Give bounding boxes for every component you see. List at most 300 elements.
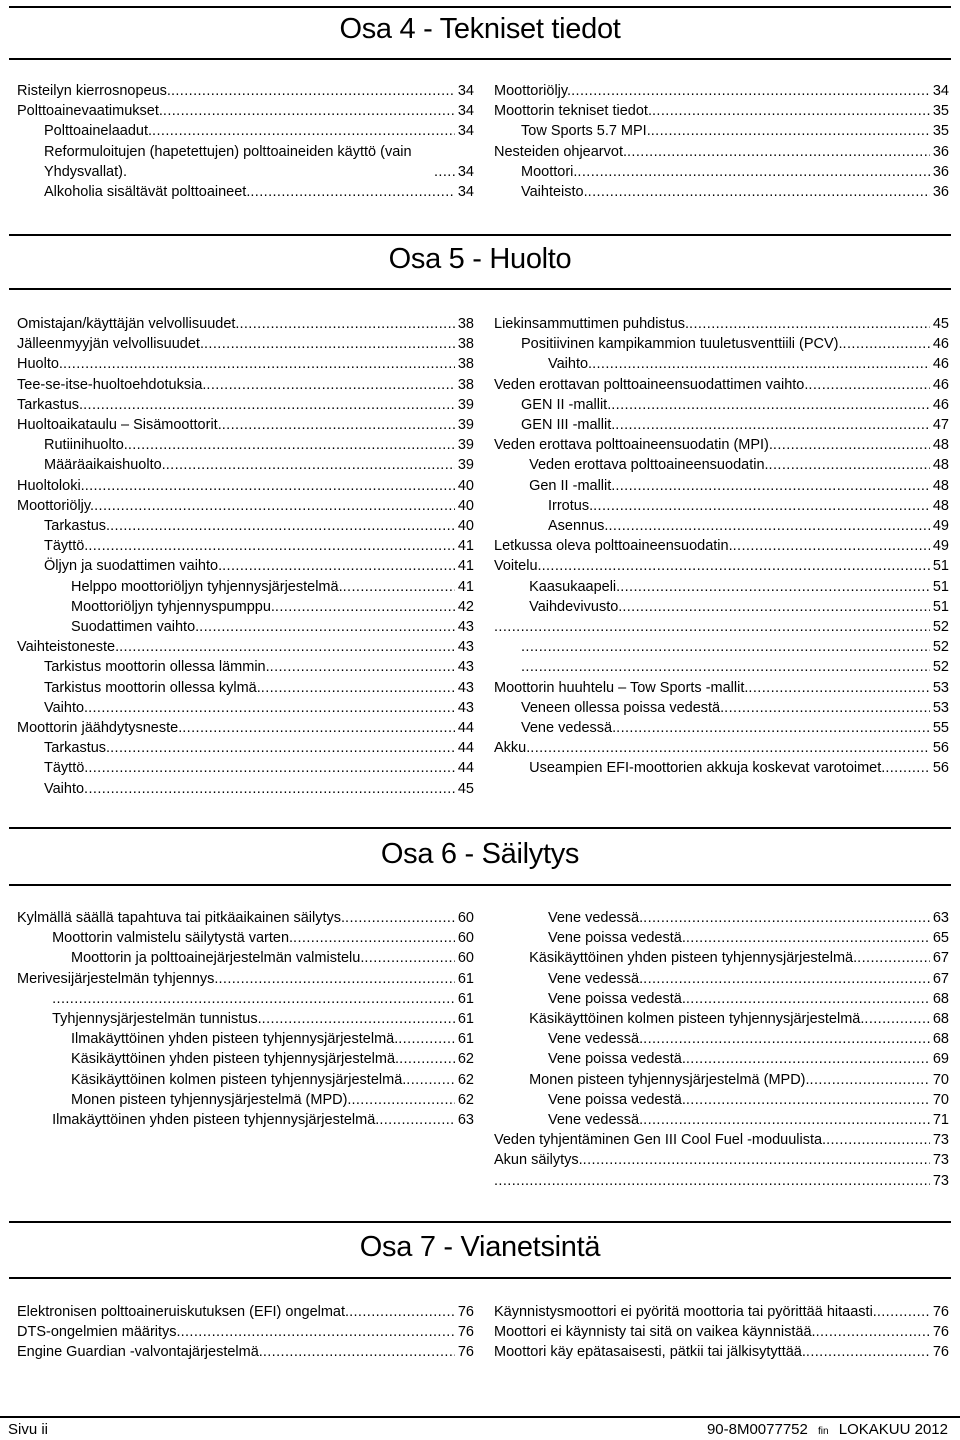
dot-leader <box>261 678 455 698</box>
toc-entry[interactable] <box>494 435 949 455</box>
toc-entry[interactable] <box>494 1110 949 1130</box>
toc-entry[interactable] <box>494 908 949 928</box>
toc-entry-title: Irrotus. <box>548 497 594 514</box>
toc-entry[interactable] <box>17 476 474 496</box>
toc-entry-page: 61 <box>457 970 474 987</box>
toc-entry-title: Käynnistysmoottori ei pyöritä moottoria tai pyörittää hitaasti. <box>494 1304 877 1320</box>
toc-entry-page: 42 <box>457 598 474 615</box>
toc-entry[interactable] <box>17 698 474 718</box>
toc-entry-page: 40 <box>457 518 474 535</box>
toc-entry[interactable] <box>17 81 474 101</box>
dot-leader <box>88 698 455 718</box>
toc-entry-title: Veden erottavan polttoaineensuodattimen vaihto. <box>494 376 809 393</box>
toc-entry[interactable] <box>17 1322 474 1342</box>
toc-entry-page: 69 <box>932 1051 949 1068</box>
toc-column-right <box>494 1302 949 1363</box>
toc-entry[interactable] <box>17 142 474 182</box>
dot-leader <box>521 637 930 657</box>
toc-entry-page: 40 <box>457 497 474 514</box>
toc-entry-title: Risteilyn kierrosnopeus. <box>17 83 171 99</box>
toc-entry[interactable] <box>17 738 474 758</box>
section-title-osa-5: Osa 5 - Huolto <box>388 243 572 275</box>
toc-entry[interactable] <box>17 1342 474 1362</box>
toc-entry[interactable] <box>494 455 949 475</box>
section-rule <box>9 234 951 236</box>
dot-leader <box>379 1110 455 1130</box>
toc-entry[interactable] <box>17 969 474 989</box>
dot-leader <box>686 989 930 1009</box>
toc-entry-page: 68 <box>932 990 949 1007</box>
toc-entry-page: 43 <box>457 619 474 636</box>
toc-entry-title: Tarkastus. <box>17 396 84 413</box>
toc-entry[interactable] <box>494 1322 949 1342</box>
toc-entry-page: 73 <box>932 1172 949 1189</box>
toc-entry[interactable] <box>494 182 949 202</box>
section-title-osa-7: Osa 7 - Vianetsintä <box>359 1231 601 1263</box>
toc-entry[interactable] <box>17 577 474 597</box>
toc-entry-title: Vene vedessä. <box>548 910 644 926</box>
toc-entry-page: 63 <box>932 910 949 926</box>
toc-entry[interactable] <box>494 142 949 162</box>
doc-info <box>707 1421 948 1438</box>
toc-entry[interactable] <box>17 779 474 799</box>
toc-entry-title: Ilmakäyttöinen yhden pisteen tyhjennysjärjestelmä. <box>52 1112 380 1129</box>
dot-leader <box>542 556 930 576</box>
dot-leader <box>521 657 930 677</box>
toc-entry-title: GEN III -mallit. <box>521 417 616 434</box>
toc-entry-page: 49 <box>932 538 949 555</box>
dot-leader <box>864 1009 929 1029</box>
toc-entry-page: 62 <box>457 1051 474 1068</box>
toc-entry-page: 55 <box>932 720 949 737</box>
toc-entry[interactable] <box>494 948 949 968</box>
toc-entry-title: Vaihteisto. <box>521 184 588 201</box>
toc-entry-title: Polttoainelaadut. <box>44 123 153 140</box>
toc-entry-page: 76 <box>457 1324 474 1341</box>
toc-entry-title: Reformuloitujen (hapetettujen) polttoaineiden käyttö (vain Yhdysvallat). <box>44 143 412 180</box>
dot-leader <box>627 142 930 162</box>
toc-entry-title: Moottoriöljy. <box>494 83 572 99</box>
toc-entry-page: 71 <box>932 1112 949 1129</box>
dot-leader <box>88 536 455 556</box>
toc-entry[interactable] <box>494 1029 949 1049</box>
toc-entry[interactable] <box>17 101 474 121</box>
dot-leader <box>806 1342 930 1362</box>
dot-leader <box>171 81 455 101</box>
toc-entry-page: 43 <box>457 699 474 716</box>
toc-entry-page: 41 <box>457 558 474 575</box>
toc-entry[interactable] <box>494 121 949 141</box>
toc-entry[interactable] <box>494 162 949 182</box>
toc-entry-page: 60 <box>457 950 474 967</box>
toc-entry[interactable] <box>17 354 474 374</box>
section-rule <box>9 1221 951 1223</box>
toc-entry-title: Rutiinihuolto. <box>44 437 128 454</box>
toc-entry-title: Tee-se-itse-huoltoehdotuksia. <box>17 376 207 393</box>
toc-entry-title: Positiivinen kampikammion tuuletusventtiili (PCV). <box>521 336 843 353</box>
toc-entry-page: 34 <box>457 184 474 201</box>
toc-entry[interactable] <box>494 476 949 496</box>
page-number: Sivu ii <box>8 1421 49 1438</box>
toc-entry[interactable] <box>17 989 474 1009</box>
toc-entry[interactable] <box>494 617 949 637</box>
toc-entry[interactable] <box>17 1070 474 1090</box>
toc-entry-title: Veden erottava polttoaineensuodatin (MPI). <box>494 437 773 454</box>
toc-entry-title: Moottoriöljy. <box>17 497 95 514</box>
toc-entry[interactable] <box>494 597 949 617</box>
toc-entry[interactable] <box>17 1029 474 1049</box>
dot-leader <box>152 121 455 141</box>
toc-entry-title: Moottori ei käynnisty tai sitä on vaikea käynnistää. <box>494 1324 816 1341</box>
dot-leader <box>181 1322 455 1342</box>
dot-leader <box>250 182 455 202</box>
toc-entry-title: Kaasukaapeli. <box>529 578 621 595</box>
toc-entry-page: 38 <box>457 376 474 393</box>
dot-leader <box>530 738 930 758</box>
dot-leader <box>686 928 930 948</box>
toc-entry-title: Moottorin huuhtelu – Tow Sports -mallit. <box>494 679 749 696</box>
doc-number: 90-8M0077752 <box>706 1421 808 1438</box>
toc-entry[interactable] <box>494 1130 949 1150</box>
toc-entry-title: DTS-ongelmien määritys. <box>17 1324 181 1341</box>
language-code: fin <box>818 1426 829 1437</box>
section-rule <box>9 1277 951 1279</box>
dot-leader <box>119 637 455 657</box>
dot-leader <box>571 81 930 101</box>
toc-entry-title: Moottorin jäähdytysneste. <box>17 720 183 737</box>
toc-entry-page: 46 <box>932 356 949 373</box>
toc-entry-title: Jälleenmyyjän velvollisuudet. <box>17 336 204 353</box>
toc-entry-title: Moottorin ja polttoainejärjestelmän valmistelu. <box>71 950 365 967</box>
dot-leader <box>85 476 455 496</box>
toc-entry[interactable] <box>17 415 474 435</box>
toc-entry-page: 38 <box>457 316 474 332</box>
dot-leader <box>826 1130 930 1150</box>
toc-entry[interactable] <box>494 678 949 698</box>
toc-entry-page: 43 <box>457 639 474 656</box>
page-footer <box>0 1416 960 1440</box>
dot-leader <box>769 455 930 475</box>
toc-entry-page: 38 <box>457 356 474 373</box>
toc-entry[interactable] <box>494 314 949 334</box>
toc-entry-page: 39 <box>457 396 474 413</box>
toc-entry-title: Vaihdevivusto. <box>529 598 623 615</box>
toc-entry[interactable] <box>494 536 949 556</box>
toc-entry-title: Moottori käy epätasaisesti, pätkii tai jälkisytyttää. <box>494 1344 806 1361</box>
toc-entry[interactable] <box>17 395 474 415</box>
toc-entry[interactable] <box>17 314 474 334</box>
toc-entry[interactable] <box>494 334 949 354</box>
dot-leader <box>84 779 455 799</box>
toc-entry-page: 43 <box>457 679 474 696</box>
toc-entry[interactable] <box>17 928 474 948</box>
toc-entry-page: 35 <box>932 103 949 120</box>
toc-entry-title: Tarkistus moottorin ollessa kylmä. <box>44 679 261 696</box>
toc-entry-page: 44 <box>457 720 474 737</box>
toc-entry-title: Vaihto <box>44 780 85 797</box>
dot-leader <box>364 948 454 968</box>
toc-entry[interactable] <box>17 1009 474 1029</box>
dot-leader <box>275 597 455 617</box>
toc-entry-title: Vaihto. <box>44 699 89 716</box>
dot-leader <box>608 516 929 536</box>
toc-entry-title: Tow Sports 5.7 MPI. <box>521 123 651 140</box>
toc-entry-title: Tarkastus. <box>44 740 111 757</box>
toc-entry-page: 68 <box>932 1011 949 1028</box>
dot-leader <box>592 354 930 374</box>
toc-entry[interactable] <box>494 1342 949 1362</box>
toc-entry-title: Moottorin valmistelu säilytystä varten. <box>52 930 294 947</box>
dot-leader <box>615 476 930 496</box>
toc-entry[interactable] <box>17 908 474 928</box>
dot-leader <box>206 375 454 395</box>
toc-entry-page: 48 <box>932 497 949 514</box>
toc-entry-title: Täyttö. <box>44 760 89 777</box>
toc-entry[interactable] <box>494 81 949 101</box>
section-rule <box>9 6 951 8</box>
toc-entry[interactable] <box>494 698 949 718</box>
toc-column-left <box>17 1302 474 1363</box>
toc-entry-title: Voitelu. <box>494 558 542 575</box>
toc-entry-page: 67 <box>932 970 949 987</box>
toc-entry[interactable] <box>17 496 474 516</box>
toc-entry[interactable] <box>494 1171 949 1191</box>
toc-entry-page: 46 <box>932 376 949 393</box>
toc-entry-title: Vene vedessä. <box>521 720 617 737</box>
toc-entry-title: Tarkistus moottorin ollessa lämmin. <box>44 659 270 676</box>
toc-entry-page: 44 <box>457 740 474 757</box>
toc-entry-page: 52 <box>932 619 949 636</box>
toc-entry-title: Nesteiden ohjearvot. <box>494 143 627 160</box>
toc-column-left <box>17 908 474 1130</box>
toc-entry-page: 76 <box>932 1304 949 1320</box>
dot-leader <box>222 556 455 576</box>
toc-entry-page: 34 <box>932 83 949 99</box>
dot-leader <box>494 617 930 637</box>
toc-entry[interactable] <box>17 334 474 354</box>
dot-leader <box>808 375 929 395</box>
dot-leader <box>182 718 455 738</box>
toc-entry-page: 53 <box>932 679 949 696</box>
dot-leader <box>616 718 930 738</box>
dot-leader <box>262 1009 455 1029</box>
toc-entry-page: 67 <box>932 950 949 967</box>
toc-entry[interactable] <box>17 758 474 778</box>
toc-entry-page: 76 <box>932 1344 949 1361</box>
toc-entry-title: Asennus. <box>548 518 609 535</box>
dot-leader <box>398 1029 455 1049</box>
toc-entry-page: 52 <box>932 639 949 656</box>
toc-entry-page: 34 <box>457 123 474 140</box>
toc-entry[interactable] <box>17 597 474 617</box>
toc-entry[interactable] <box>17 948 474 968</box>
toc-entry[interactable] <box>17 718 474 738</box>
toc-entry-page: 76 <box>932 1324 949 1341</box>
dot-leader <box>351 1090 454 1110</box>
toc-entry[interactable] <box>17 1049 474 1069</box>
toc-entry[interactable] <box>17 455 474 475</box>
dot-leader <box>110 738 455 758</box>
section-rule <box>9 884 951 886</box>
toc-entry[interactable] <box>494 1049 949 1069</box>
dot-leader <box>343 577 455 597</box>
toc-entry-title: Moottorin tekniset tiedot. <box>494 103 652 120</box>
dot-leader <box>686 1049 930 1069</box>
dot-leader <box>263 1342 455 1362</box>
toc-entry-title: Alkoholia sisältävät polttoaineet. <box>44 184 251 201</box>
toc-entry[interactable] <box>17 1090 474 1110</box>
dot-leader <box>643 908 930 928</box>
toc-entry-page: 36 <box>932 163 949 180</box>
dot-leader <box>270 657 455 677</box>
dot-leader <box>857 948 930 968</box>
toc-entry-title: Käsikäyttöinen kolmen pisteen tyhjennysjärjestelmä. <box>529 1011 865 1028</box>
toc-entry[interactable] <box>494 556 949 576</box>
toc-entry[interactable] <box>17 637 474 657</box>
section-title-osa-6: Osa 6 - Säilytys <box>380 838 580 870</box>
toc-entry[interactable] <box>494 1302 949 1322</box>
dot-leader <box>349 1302 455 1322</box>
dot-leader <box>399 1049 455 1069</box>
dot-leader <box>611 395 930 415</box>
dot-leader <box>204 334 455 354</box>
dot-leader <box>877 1302 930 1322</box>
toc-entry[interactable] <box>494 1150 949 1170</box>
dot-leader <box>163 101 455 121</box>
toc-entry-title: Huoltoloki. <box>17 477 85 494</box>
dot-leader <box>128 435 455 455</box>
toc-entry[interactable] <box>494 928 949 948</box>
toc-entry-title: Ilmakäyttöinen yhden pisteen tyhjennysjärjestelmä. <box>71 1031 399 1048</box>
toc-entry-title: Moottori. <box>521 163 578 180</box>
section-rule <box>9 58 951 60</box>
toc-entry[interactable] <box>494 718 949 738</box>
dot-leader <box>63 354 455 374</box>
dot-leader <box>885 758 930 778</box>
toc-entry-title: Suodattimen vaihto. <box>71 619 200 636</box>
dot-leader <box>643 1110 930 1130</box>
toc-entry-page: 56 <box>932 740 949 757</box>
section-title-osa-4: Osa 4 - Tekniset tiedot <box>339 13 621 45</box>
toc-entry[interactable] <box>17 536 474 556</box>
toc-entry[interactable] <box>494 101 949 121</box>
toc-entry-page: 76 <box>457 1344 474 1361</box>
toc-entry-title: Vene vedessä. <box>548 1031 644 1048</box>
toc-entry-title: Täyttö. <box>44 538 89 555</box>
toc-entry-title: Öljyn ja suodattimen vaihto. <box>44 558 223 575</box>
toc-entry-title: Vene poissa vedestä. <box>548 930 686 947</box>
toc-entry-title: Tarkastus. <box>44 518 111 535</box>
toc-entry[interactable] <box>17 657 474 677</box>
toc-entry-title: Vaihteistoneste. <box>17 639 120 656</box>
dot-leader <box>345 908 455 928</box>
toc-entry[interactable] <box>494 496 949 516</box>
toc-entry-title: Vene vedessä. <box>548 970 644 987</box>
toc-entry[interactable] <box>17 1110 474 1130</box>
toc-entry[interactable] <box>494 738 949 758</box>
toc-entry[interactable] <box>17 375 474 395</box>
dot-leader <box>816 1322 930 1342</box>
toc-entry-page: 39 <box>457 457 474 474</box>
toc-entry-title: Merivesijärjestelmän tyhjennys. <box>17 970 219 987</box>
dot-leader <box>52 989 455 1009</box>
section-rule <box>9 827 951 829</box>
toc-entry[interactable] <box>494 657 949 677</box>
dot-leader <box>577 162 929 182</box>
toc-entry[interactable] <box>494 516 949 536</box>
toc-entry-page: 61 <box>457 1011 474 1028</box>
toc-entry[interactable] <box>17 182 474 202</box>
dot-leader <box>652 101 930 121</box>
dot-leader <box>615 415 930 435</box>
toc-entry-title: Vene poissa vedestä. <box>548 1051 686 1068</box>
toc-entry-page: 39 <box>457 437 474 454</box>
toc-entry-title: GEN II -mallit. <box>521 396 612 413</box>
toc-entry[interactable] <box>17 556 474 576</box>
dot-leader <box>643 969 930 989</box>
toc-entry-page: 41 <box>457 538 474 555</box>
toc-entry[interactable] <box>17 435 474 455</box>
dot-leader <box>689 314 930 334</box>
dot-leader <box>583 1150 930 1170</box>
toc-entry-page: 62 <box>457 1091 474 1108</box>
dot-leader <box>810 1070 930 1090</box>
dot-leader <box>748 678 929 698</box>
toc-entry-title: Liekinsammuttimen puhdistus. <box>494 316 690 332</box>
toc-entry-page: 51 <box>932 578 949 595</box>
toc-entry-page: 70 <box>932 1071 949 1088</box>
toc-entry[interactable] <box>17 617 474 637</box>
toc-entry[interactable] <box>494 395 949 415</box>
dot-leader <box>843 334 930 354</box>
toc-entry-page: 61 <box>457 1031 474 1048</box>
toc-entry-title: Vene poissa vedestä. <box>548 990 686 1007</box>
toc-entry[interactable] <box>494 1009 949 1029</box>
toc-entry[interactable] <box>494 637 949 657</box>
toc-entry-page: 39 <box>457 417 474 434</box>
toc-entry-title: Engine Guardian -valvontajärjestelmä. <box>17 1344 263 1361</box>
toc-entry[interactable] <box>494 758 949 778</box>
toc-entry[interactable] <box>494 375 949 395</box>
toc-entry[interactable] <box>494 415 949 435</box>
toc-entry-page: 60 <box>457 930 474 947</box>
toc-entry[interactable] <box>494 1090 949 1110</box>
toc-entry-page: 47 <box>932 417 949 434</box>
toc-entry[interactable] <box>494 969 949 989</box>
toc-entry[interactable] <box>494 354 949 374</box>
toc-entry-page: 35 <box>932 123 949 140</box>
toc-entry-page: 46 <box>932 396 949 413</box>
toc-entry[interactable] <box>494 989 949 1009</box>
toc-entry[interactable] <box>494 577 949 597</box>
toc-entry-page: 34 <box>457 163 474 180</box>
dot-leader <box>622 597 930 617</box>
toc-column-left <box>17 81 474 202</box>
toc-entry[interactable] <box>17 1302 474 1322</box>
toc-entry-title: Tyhjennysjärjestelmän tunnistus. <box>52 1011 262 1028</box>
toc-entry[interactable] <box>494 1070 949 1090</box>
toc-entry-page: 63 <box>457 1112 474 1129</box>
toc-entry-page: 48 <box>932 437 949 454</box>
toc-entry-page: 46 <box>932 336 949 353</box>
toc-entry-title: Moottoriöljyn tyhjennyspumppu. <box>71 598 275 615</box>
toc-entry[interactable] <box>17 516 474 536</box>
toc-entry[interactable] <box>17 678 474 698</box>
toc-entry-title: Gen II -mallit. <box>529 477 616 494</box>
toc-entry-page: 73 <box>932 1132 949 1149</box>
toc-entry-page: 68 <box>932 1031 949 1048</box>
toc-entry[interactable] <box>17 121 474 141</box>
